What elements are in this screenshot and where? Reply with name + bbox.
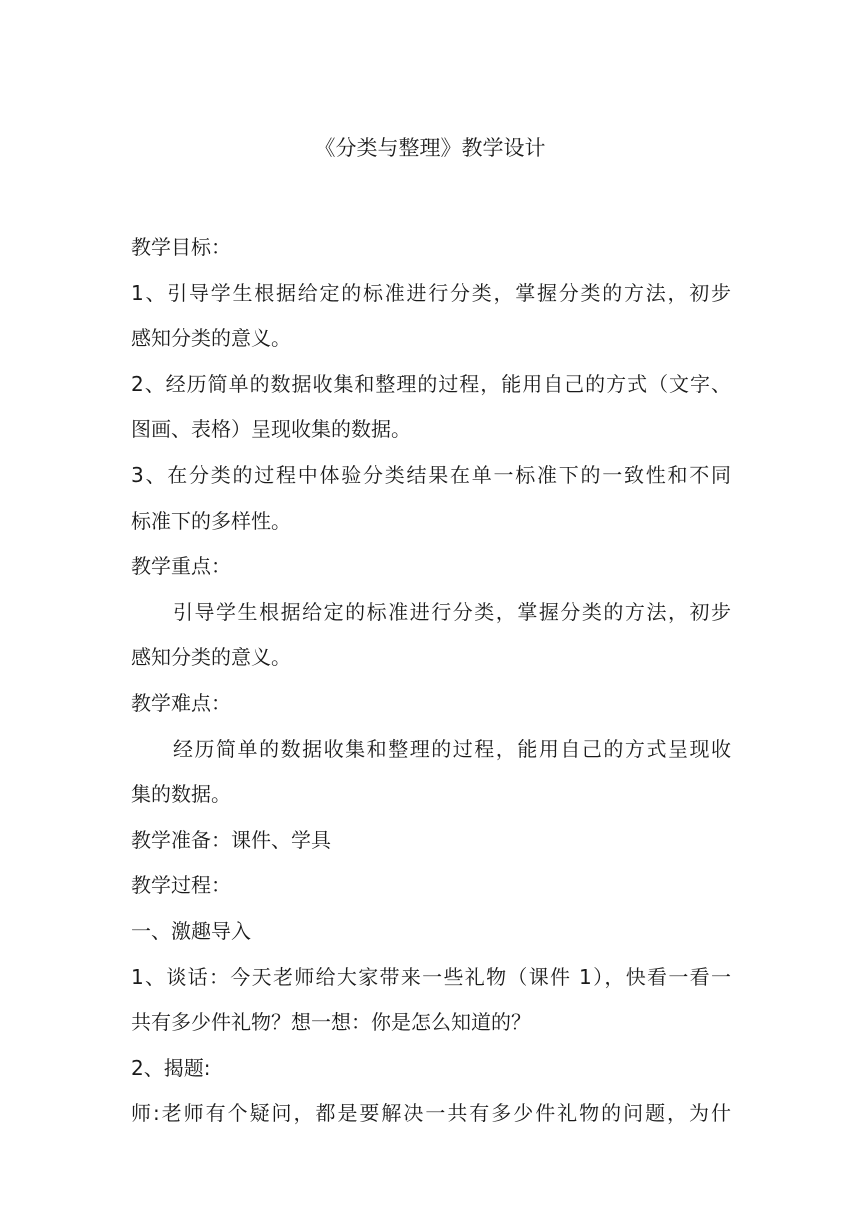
text-line: 2、经历简单的数据收集和整理的过程，能用自己的方式（文字、 — [131, 371, 731, 396]
text-line: 教学过程： — [131, 873, 231, 898]
text-line: 一、激趣导入 — [131, 918, 251, 943]
text-line: 教学重点： — [131, 554, 231, 579]
document-title: 《分类与整理》教学设计 — [314, 136, 546, 160]
document-body — [131, 225, 731, 1137]
text-line: 引导学生根据给定的标准进行分类，掌握分类的方法，初步 — [173, 599, 731, 624]
text-line: 感知分类的意义。 — [131, 326, 291, 351]
text-line: 标准下的多样性。 — [131, 508, 291, 533]
text-line: 集的数据。 — [131, 782, 231, 807]
text-line: 教学目标： — [131, 235, 231, 259]
text-line: 1、引导学生根据给定的标准进行分类，掌握分类的方法，初步 — [131, 280, 731, 305]
text-line: 图画、表格）呈现收集的数据。 — [131, 417, 411, 442]
text-line: 师:老师有个疑问，都是要解决一共有多少件礼物的问题，为什 — [131, 1101, 731, 1126]
text-line: 1、谈话：今天老师给大家带来一些礼物（课件 1），快看一看一 — [131, 964, 731, 989]
text-line: 感知分类的意义。 — [131, 645, 291, 670]
text-line: 3、在分类的过程中体验分类结果在单一标准下的一致性和不同 — [131, 462, 731, 487]
text-line: 共有多少件礼物？想一想：你是怎么知道的？ — [131, 1010, 531, 1035]
text-line: 教学难点： — [131, 690, 231, 715]
text-line: 2、揭题: — [131, 1055, 211, 1080]
text-line: 经历简单的数据收集和整理的过程，能用自己的方式呈现收 — [173, 736, 731, 761]
text-line: 教学准备：课件、学具 — [131, 827, 331, 852]
